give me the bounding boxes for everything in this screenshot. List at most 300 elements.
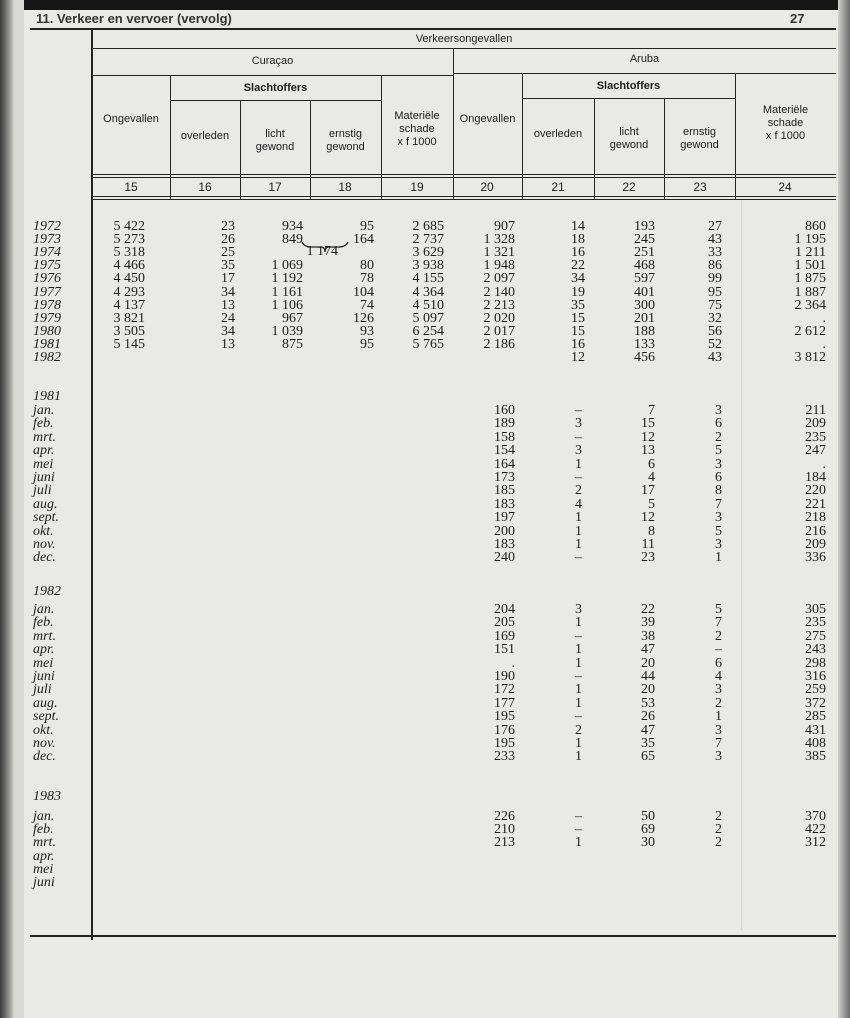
table-cell: 4 466: [113, 258, 145, 274]
table-cell: 4 137: [113, 297, 145, 313]
table-cell: 259: [805, 682, 826, 698]
table-cell: 24: [221, 310, 235, 326]
row-label-year: 1975: [33, 258, 61, 274]
table-cell: 3: [575, 443, 582, 459]
table-cell: 3 821: [113, 310, 145, 326]
row-label-month: aug.: [33, 695, 58, 711]
table-cell: 95: [360, 219, 374, 234]
table-cell: 3 505: [113, 323, 145, 339]
row-label-month: nov.: [33, 537, 56, 552]
row-label-month: juni: [33, 470, 55, 485]
table-cell: 209: [805, 416, 826, 432]
row-label-year: 1972: [33, 219, 61, 234]
table-cell: 172: [494, 682, 515, 698]
row-label-month: dec.: [33, 749, 56, 765]
table-cell: 19: [571, 284, 585, 300]
header-curacao-slachtoffers: Slachtoffers: [243, 82, 308, 94]
table-cell: 1 501: [794, 258, 826, 274]
table-cell: 431: [805, 722, 826, 738]
row-label-month: feb.: [33, 615, 54, 631]
table-cell: 4: [648, 470, 655, 485]
column-number: 16: [198, 180, 212, 194]
table-cell: 1 948: [483, 258, 515, 274]
section-year-label: 1982: [33, 584, 61, 599]
table-cell: 1 321: [483, 245, 515, 261]
table-cell: 5 422: [113, 219, 145, 234]
row-label-month: jan.: [33, 602, 55, 617]
table-cell: 3: [575, 416, 582, 432]
table-cell: 7: [715, 736, 722, 751]
table-cell: 183: [494, 537, 515, 552]
row-label-year: 1977: [33, 284, 61, 300]
table-cell: 468: [634, 258, 655, 274]
row-label-month: juni: [33, 875, 55, 890]
column-number: 18: [338, 180, 352, 194]
label-materiele: Materiële: [762, 104, 809, 116]
table-cell: 2 364: [794, 297, 826, 313]
row-label-month: juli: [33, 483, 52, 499]
table-cell: 34: [571, 271, 585, 287]
table-cell: 2 097: [483, 271, 515, 287]
table-cell: 3 812: [794, 350, 826, 365]
table-cell: 39: [641, 615, 655, 631]
table-cell: 22: [571, 258, 585, 274]
row-label-month: mrt.: [33, 835, 56, 851]
table-cell: 2 020: [483, 310, 515, 326]
table-cell: 5: [648, 496, 655, 512]
table-cell: 189: [494, 416, 515, 432]
table-cell: 1 039: [271, 323, 303, 339]
table-cell: 44: [641, 669, 655, 684]
combined-1973-1974-value: 1 174: [306, 244, 338, 259]
header-aruba-materiele-schade: [735, 104, 836, 143]
table-cell: –: [575, 550, 582, 566]
table-cell: 11: [641, 537, 655, 552]
table-cell: 2 612: [794, 323, 826, 339]
table-cell: 13: [221, 336, 235, 352]
table-cell: 205: [494, 615, 515, 631]
table-cell: 78: [360, 271, 374, 287]
table-cell: 2: [715, 822, 722, 838]
row-label-month: feb.: [33, 416, 54, 432]
scan-page-margin: [14, 0, 24, 1018]
table-cell: 243: [805, 642, 826, 658]
row-label-month: apr.: [33, 848, 55, 864]
row-label-month: mrt.: [33, 429, 56, 445]
table-cell: 907: [494, 219, 515, 234]
table-cell: 213: [494, 835, 515, 851]
row-label-year: 1981: [33, 336, 61, 352]
table-cell: 184: [805, 470, 826, 485]
table-cell: 27: [708, 219, 722, 234]
table-cell: 3: [715, 682, 722, 698]
row-label-month: sept.: [33, 510, 60, 526]
table-cell: 204: [494, 602, 515, 617]
table-cell: 247: [805, 443, 826, 459]
table-cell: 1: [575, 456, 582, 472]
row-label-month: apr.: [33, 642, 55, 658]
table-cell: 5: [715, 443, 722, 459]
table-cell: 1 106: [271, 297, 303, 313]
table-cell: 216: [805, 523, 826, 539]
table-cell: 13: [221, 297, 235, 313]
column-number: 20: [480, 180, 494, 194]
table-cell: –: [575, 709, 582, 725]
table-cell: 34: [221, 284, 235, 300]
section-year-label: 1983: [33, 789, 61, 804]
table-cell: 52: [708, 336, 722, 352]
scan-top-edge: [0, 0, 850, 10]
table-cell: 1: [575, 642, 582, 658]
table-cell: 50: [641, 809, 655, 824]
table-cell: 8: [715, 483, 722, 499]
row-label-year: 1976: [33, 271, 61, 287]
table-cell: 154: [494, 443, 515, 459]
scan-right-edge: [838, 0, 850, 1018]
column-number: 21: [551, 180, 565, 194]
table-cell: 1 069: [271, 258, 303, 274]
table-cell: –: [575, 809, 582, 824]
table-cell: 158: [494, 429, 515, 445]
table-cell: 5: [715, 523, 722, 539]
table-cell: 221: [805, 496, 826, 512]
table-cell: 3: [715, 456, 722, 472]
label-x-f-1000: x f 1000: [765, 130, 806, 142]
table-cell: 2 737: [412, 232, 444, 248]
table-cell: 5 765: [412, 336, 444, 352]
table-cell: 597: [634, 271, 655, 287]
header-aruba-ernstig: [664, 126, 735, 152]
table-cell: 2 186: [483, 336, 515, 352]
table-cell: 4: [575, 496, 582, 512]
row-label-month: sept.: [33, 709, 60, 725]
row-label-month: mei: [33, 655, 54, 671]
table-cell: 6: [648, 456, 655, 472]
table-cell: 285: [805, 709, 826, 725]
row-label-month: okt.: [33, 523, 54, 539]
table-cell: 312: [805, 835, 826, 851]
table-cell: 1: [715, 550, 722, 566]
row-label-month: mei: [33, 456, 54, 472]
table-cell: 2: [575, 722, 582, 738]
table-cell: 20: [641, 655, 655, 671]
table-cell: 7: [715, 496, 722, 512]
table-cell: –: [575, 628, 582, 644]
table-cell: 1 192: [271, 271, 303, 287]
table-cell: 370: [805, 809, 826, 824]
table-cell: 200: [494, 523, 515, 539]
table-cell: 240: [494, 550, 515, 566]
label-schade: schade: [767, 117, 804, 129]
column-number: 17: [268, 180, 282, 194]
table-cell: 74: [360, 297, 374, 313]
table-cell: 5 097: [412, 310, 444, 326]
table-cell: 8: [648, 523, 655, 539]
table-cell: 336: [805, 550, 826, 566]
row-label-year: 1973: [33, 232, 61, 248]
table-cell: 1: [575, 835, 582, 851]
table-cell: 14: [571, 219, 585, 234]
table-cell: 233: [494, 749, 515, 765]
header-aruba-overleden: overleden: [533, 128, 583, 140]
label-materiele: Materiële: [394, 110, 440, 122]
table-cell: 5 318: [113, 245, 145, 261]
table-cell: 26: [641, 709, 655, 725]
column-number: 19: [410, 180, 424, 194]
table-cell: 1 875: [794, 271, 826, 287]
table-cell: 5 145: [113, 336, 145, 352]
row-label-month: nov.: [33, 736, 56, 751]
table-cell: 15: [641, 416, 655, 432]
row-label-year: 1978: [33, 297, 61, 313]
table-cell: 3: [715, 537, 722, 552]
table-cell: 18: [571, 232, 585, 248]
table-cell: 17: [221, 271, 235, 287]
row-label-month: mei: [33, 861, 54, 877]
table-cell: 95: [360, 336, 374, 352]
table-cell: 220: [805, 483, 826, 499]
table-cell: 209: [805, 537, 826, 552]
table-cell: 7: [715, 615, 722, 631]
table-cell: 43: [708, 232, 722, 248]
table-cell: 201: [634, 310, 655, 326]
row-label-month: apr.: [33, 443, 55, 459]
label-licht: licht: [619, 126, 639, 138]
row-label-month: aug.: [33, 496, 58, 512]
table-cell: 35: [641, 736, 655, 751]
table-cell: –: [575, 669, 582, 684]
table-cell: 1: [575, 736, 582, 751]
table-cell: 104: [353, 284, 374, 300]
table-cell: 16: [571, 245, 585, 261]
table-cell: 22: [641, 602, 655, 617]
table-cell: 15: [571, 323, 585, 339]
table-cell: 20: [641, 682, 655, 698]
table-cell: 86: [708, 258, 722, 274]
label-ernstig: ernstig: [682, 126, 717, 138]
table-cell: 23: [221, 219, 235, 234]
table-cell: 2: [715, 835, 722, 851]
header-curacao-licht: [240, 128, 310, 154]
table-cell: 6 254: [412, 323, 444, 339]
table-cell: 197: [494, 510, 515, 526]
table-cell: 3: [715, 749, 722, 765]
table-cell: 93: [360, 323, 374, 339]
table-cell: 456: [634, 350, 655, 365]
table-cell: 95: [708, 284, 722, 300]
table-cell: 193: [634, 219, 655, 234]
header-curacao-materiele-schade: [381, 110, 453, 149]
row-label-year: 1979: [33, 310, 61, 326]
table-cell: 4 450: [113, 271, 145, 287]
table-cell: 12: [641, 429, 655, 445]
table-cell: 56: [708, 323, 722, 339]
row-label-month: juli: [33, 682, 52, 698]
label-x-f-1000: x f 1000: [397, 136, 437, 148]
table-cell: 5: [715, 602, 722, 617]
page-title: 11. Verkeer en vervoer (vervolg): [36, 11, 232, 26]
table-cell: 169: [494, 628, 515, 644]
table-cell: 164: [353, 232, 374, 248]
table-cell: 934: [282, 219, 303, 234]
table-cell: –: [715, 642, 722, 658]
table-cell: 422: [805, 822, 826, 838]
table-cell: 305: [805, 602, 826, 617]
label-gewond: gewond: [609, 139, 649, 151]
table-cell: –: [575, 470, 582, 485]
table-cell: 33: [708, 245, 722, 261]
table-cell: 177: [494, 695, 515, 711]
table-cell: 6: [715, 416, 722, 432]
table-cell: 2: [715, 809, 722, 824]
table-cell: 32: [708, 310, 722, 326]
table-cell: 7: [648, 403, 655, 418]
table-cell: 3: [715, 722, 722, 738]
table-cell: 15: [571, 310, 585, 326]
table-cell: 35: [221, 258, 235, 274]
table-cell: 1: [575, 749, 582, 765]
column-number: 15: [124, 180, 138, 194]
row-label-month: feb.: [33, 822, 54, 838]
table-cell: 188: [634, 323, 655, 339]
page-number: 27: [790, 11, 805, 26]
table-cell: 195: [494, 736, 515, 751]
table-cell: 1: [575, 682, 582, 698]
header-aruba-ongevallen: Ongevallen: [459, 113, 516, 125]
table-cell: 3 629: [412, 245, 444, 261]
table-cell: 1: [575, 523, 582, 539]
table-cell: 211: [805, 403, 826, 418]
table-cell: –: [575, 403, 582, 418]
label-schade: schade: [399, 123, 435, 135]
header-curacao: Curaçao: [251, 55, 294, 67]
table-cell: 185: [494, 483, 515, 499]
table-cell: 195: [494, 709, 515, 725]
table-cell: 4 293: [113, 284, 145, 300]
table-cell: 1 195: [794, 232, 826, 248]
table-cell: 2 213: [483, 297, 515, 313]
label-gewond: gewond: [255, 141, 295, 153]
table-cell: 5 273: [113, 232, 145, 248]
table-cell: 38: [641, 628, 655, 644]
table-cell: 1 211: [795, 245, 826, 261]
table-cell: 26: [221, 232, 235, 248]
row-label-month: jan.: [33, 809, 55, 824]
table-cell: 3: [575, 602, 582, 617]
table-cell: 190: [494, 669, 515, 684]
table-cell: 173: [494, 470, 515, 485]
table-cell: 875: [282, 336, 303, 352]
table-cell: 1: [575, 537, 582, 552]
row-label-month: mrt.: [33, 628, 56, 644]
column-number: 23: [693, 180, 707, 194]
table-cell: 176: [494, 722, 515, 738]
header-aruba-licht: [594, 126, 664, 152]
table-cell: 1: [575, 655, 582, 671]
header-curacao-ernstig: [310, 128, 381, 154]
table-cell: 65: [641, 749, 655, 765]
table-cell: .: [822, 456, 826, 472]
table-cell: 30: [641, 835, 655, 851]
header-aruba: Aruba: [629, 53, 660, 65]
table-cell: 235: [805, 429, 826, 445]
table-cell: 1 161: [271, 284, 303, 300]
table-cell: 164: [494, 456, 515, 472]
table-cell: 126: [353, 310, 374, 326]
table-cell: 316: [805, 669, 826, 684]
row-label-month: okt.: [33, 722, 54, 738]
table-cell: 1: [575, 510, 582, 526]
table-cell: 1: [575, 695, 582, 711]
table-cell: 12: [571, 350, 585, 365]
table-cell: 4: [715, 669, 722, 684]
table-cell: .: [822, 310, 826, 326]
table-cell: 6: [715, 470, 722, 485]
table-cell: 408: [805, 736, 826, 751]
column-number: 22: [622, 180, 636, 194]
table-cell: –: [575, 429, 582, 445]
table-cell: 133: [634, 336, 655, 352]
table-cell: 34: [221, 323, 235, 339]
table-cell: 151: [494, 642, 515, 658]
label-ernstig: ernstig: [328, 128, 363, 140]
table-cell: 275: [805, 628, 826, 644]
column-number: 24: [778, 180, 792, 194]
header-curacao-overleden: overleden: [180, 130, 230, 142]
table-cell: 1 887: [794, 284, 826, 300]
table-cell: 2 685: [412, 219, 444, 234]
row-label-month: jan.: [33, 403, 55, 418]
table-cell: .: [822, 336, 826, 352]
table-cell: –: [575, 822, 582, 838]
table-cell: 12: [641, 510, 655, 526]
row-label-year: 1980: [33, 323, 61, 339]
table-cell: 2: [715, 695, 722, 711]
label-gewond: gewond: [680, 139, 719, 151]
table-cell: 3: [715, 510, 722, 526]
section-year-label: 1981: [33, 389, 61, 404]
table-cell: 160: [494, 403, 515, 418]
table-cell: 25: [221, 245, 235, 261]
table-cell: 69: [641, 822, 655, 838]
table-cell: 75: [708, 297, 722, 313]
table-cell: 4 364: [412, 284, 444, 300]
table-cell: 401: [634, 284, 655, 300]
table-cell: 17: [641, 483, 655, 499]
table-cell: 3: [715, 403, 722, 418]
table-cell: 235: [805, 615, 826, 631]
table-cell: 2: [575, 483, 582, 499]
table-cell: 372: [805, 695, 826, 711]
header-aruba-slachtoffers: Slachtoffers: [596, 80, 661, 92]
table-cell: 6: [715, 655, 722, 671]
table-cell: 43: [708, 350, 722, 365]
table-cell: .: [511, 655, 515, 671]
table-cell: 967: [282, 310, 303, 326]
table-cell: 226: [494, 809, 515, 824]
table-cell: 298: [805, 655, 826, 671]
table-cell: 4 510: [412, 297, 444, 313]
table-cell: 245: [634, 232, 655, 248]
table-cell: 860: [805, 219, 826, 234]
table-cell: 80: [360, 258, 374, 274]
table-cell: 99: [708, 271, 722, 287]
table-cell: 300: [634, 297, 655, 313]
row-label-year: 1974: [33, 245, 61, 261]
table-cell: 2: [715, 628, 722, 644]
header-verkeersongevallen: Verkeersongevallen: [415, 33, 513, 45]
table-cell: 2: [715, 429, 722, 445]
